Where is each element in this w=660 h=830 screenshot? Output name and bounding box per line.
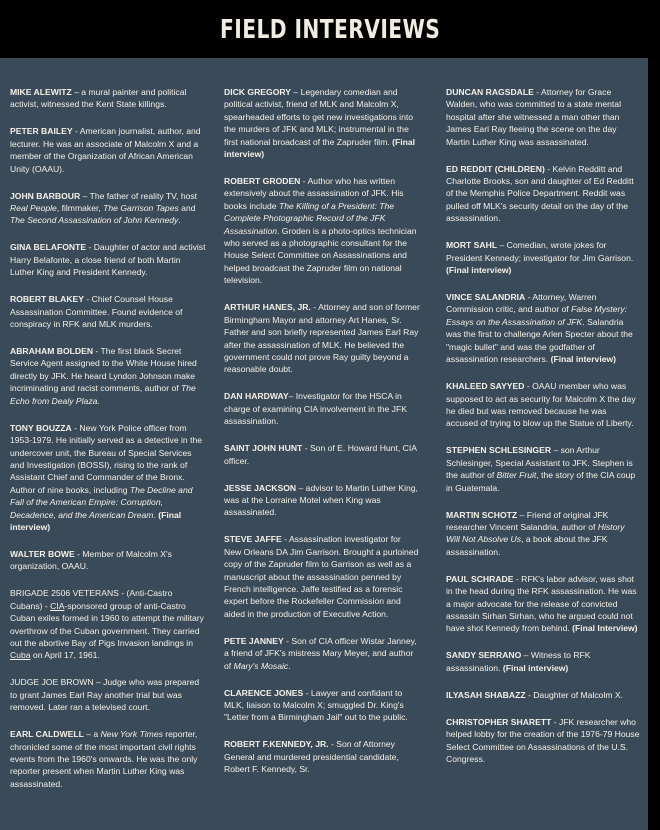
interview-entry: BRIGADE 2506 VETERANS - (Anti-Castro Cubans) - CIA-sponsored group of anti-Castro Cuban exiles formed in 1960 to attempt the military overthrow of the Cuban government. They carried out the abortive Bay of Pigs Invasion landings in Cuba on April 17, 1961. bbox=[10, 588, 204, 661]
interviewee-name: ROBERT GRODEN bbox=[224, 176, 301, 187]
interview-entry: MORT SAHL – Comedian, wrote jokes for President Kennedy; investigator for Jim Garrison. (Final interview) bbox=[446, 240, 634, 276]
interview-entry: GINA BELAFONTE - Daughter of actor and activist Harry Belafonte, a close friend of both Martin Luther King and President Kennedy. bbox=[10, 242, 206, 278]
interview-entry: ED REDDIT (CHILDREN) - Kelvin Redditt and Charlotte Brooks, son and daughter of Ed Redditt of the Memphis Police Department. Reddit was pulled off MLK's security detail on the day of the assassination. bbox=[446, 163, 634, 224]
interviewee-name: CHRISTOPHER SHARETT bbox=[446, 716, 552, 727]
interview-entry: TONY BOUZZA - New York Police officer from 1953-1979. He initially served as a detective in the undercover unit, the Bureau of Special Services and Investigation (BOSSI), rising to the rank of Assistant Chief and Commander of the Bronx. Author of nine books, including The Decline and Fall of the American Empire: Corruption, Decadence, and the American Dream. (Final interview) bbox=[10, 422, 203, 532]
interviewee-name: MIKE ALEWITZ bbox=[10, 87, 72, 97]
interviewee-name: MARTIN SCHOTZ bbox=[446, 509, 518, 520]
interview-entry: DAN HARDWAY– Investigator for the HSCA in charge of examining CIA involvement in the JFK assassination. bbox=[224, 391, 407, 427]
interviewee-name: ABRAHAM BOLDEN bbox=[10, 346, 94, 357]
interviewee-name: ROBERT F.KENNEDY, JR. bbox=[224, 739, 329, 750]
interviewee-name: WALTER BOWE bbox=[10, 548, 75, 559]
interviewee-name: VINCE SALANDRIA bbox=[446, 292, 526, 303]
interview-entry: MARTIN SCHOTZ – Friend of original JFK researcher Vincent Salandria, author of History Will Not Absolve Us, a book about the JFK assassination. bbox=[446, 509, 625, 557]
interviewee-name: DAN HARDWAY bbox=[224, 391, 289, 402]
final-interview-label: (Final interview) bbox=[502, 662, 569, 673]
interview-entry: EARL CALDWELL – a New York Times reporter, chronicled some of the most important civil rights events from the 1960's onwards. He was the only reporter present when Martin Luther King was assassinated. bbox=[10, 729, 198, 789]
interviewee-name: STEVE JAFFE bbox=[224, 534, 282, 545]
interview-entry: PAUL SCHRADE - RFK's labor advisor, was shot in the head during the RFK assassination. He was a major advocate for the release of convicted assassin Sirhan Sirhan, who he argued could not have shot Kennedy from behind. (Final Interview) bbox=[446, 573, 638, 634]
interview-entry: DUNCAN RAGSDALE - Attorney for Grace Walden, who was committed to a state mental hospital after she witnessed a man other than James Earl Ray fleeing the scene on the day Martin Luther King was assassinated. bbox=[446, 87, 621, 147]
interview-entry: ABRAHAM BOLDEN - The first black Secret Service Agent assigned to the White House hired directly by JFK. He heard Lyndon Johnson make incriminating and racist comments, author of The Echo from Dealy Plaza. bbox=[10, 346, 197, 406]
interview-entry: PETER BAILEY - American journalist, author, and lecturer. He was an associate of Malcolm X and a member of the Organization of African American Unity (OAAU). bbox=[10, 126, 201, 174]
interviewee-name: SANDY SERRANO bbox=[446, 650, 522, 661]
interview-entry: KHALEED SAYYED - OAAU member who was supposed to act as security for Malcolm X the day he died but was removed because he was accused of trying to blow up the Statue of Liberty. bbox=[446, 381, 636, 429]
cuba-link[interactable]: Cuba bbox=[10, 650, 31, 661]
interviewee-name: CLARENCE JONES bbox=[224, 687, 304, 698]
interviewee-name: PETER BAILEY bbox=[10, 126, 73, 137]
interviewee-name: ARTHUR HANES, JR. bbox=[224, 302, 311, 313]
interview-entry: DICK GREGORY – Legendary comedian and political activist, friend of MLK and Malcolm X, spearheaded efforts to get new investigations into the murders of JFK and MLK; instrumental in the first national broadcast of the Zapruder film. (Final interview) bbox=[224, 87, 416, 160]
interview-entry: ILYASAH SHABAZZ - Daughter of Malcolm X. bbox=[446, 689, 624, 700]
interviewee-name: SAINT JOHN HUNT bbox=[224, 443, 303, 454]
page-header bbox=[0, 0, 660, 58]
interview-entry: ROBERT GRODEN - Author who has written extensively about the assassination of JFK. His books include The Killing of a President: The Complete Photographic Record of the JFK Assassination. Groden is a photo-optics technician who served as a photographic consultant for the House Select Committee on Assassinations and helped broadcast the Zapruder film on national television. bbox=[224, 176, 417, 286]
interviewee-name: PAUL SCHRADE bbox=[446, 573, 514, 584]
interviewee-name: GINA BELAFONTE bbox=[10, 242, 87, 253]
interviewee-name: TONY BOUZZA bbox=[10, 422, 72, 433]
interview-entry: SANDY SERRANO – Witness to RFK assassination. (Final interview) bbox=[446, 650, 591, 673]
cia-link[interactable]: CIA bbox=[50, 600, 65, 611]
interviewee-name: JOHN BARBOUR bbox=[10, 190, 81, 201]
interviewee-name: JESSE JACKSON bbox=[224, 482, 297, 493]
final-interview-label: (Final interview) bbox=[550, 354, 617, 365]
interview-entry: ROBERT F.KENNEDY, JR. - Son of Attorney General and murdered presidential candidate, Robert F. Kennedy, Sr. bbox=[224, 739, 399, 775]
interview-entry: PETE JANNEY - Son of CIA officer Wistar Janney, a friend of JFK's mistress Mary Meyer, and author of Mary's Mosaic. bbox=[224, 635, 417, 671]
interviewee-name: PETE JANNEY bbox=[224, 635, 284, 646]
interview-entry: ROBERT BLAKEY - Chief Counsel House Assassination Committee. Found evidence of conspiracy in RFK and MLK murders. bbox=[10, 294, 183, 330]
interviewee-name: MORT SAHL bbox=[446, 240, 498, 251]
interview-entry: SAINT JOHN HUNT - Son of E. Howard Hunt, CIA officer. bbox=[224, 443, 417, 466]
interviewee-name: DUNCAN RAGSDALE bbox=[446, 87, 534, 97]
interviews-column-1 bbox=[10, 86, 206, 805]
interview-entry: STEVE JAFFE - Assassination investigator for New Orleans DA Jim Garrison. Brought a purloined copy of the Zapruder film to Garrison as well as a manuscript about the assassination penned by French intelligence. Jaffe testified as a forensic expert before the Rockefeller Commission and aided in the production of Executive Action. bbox=[224, 534, 419, 619]
interview-entry: JOHN BARBOUR – The father of reality TV, host Real People, filmmaker, The Garrison Tapes and The Second Assassination of John Kennedy. bbox=[10, 190, 198, 226]
final-interview-label: (Final interview) bbox=[224, 136, 416, 160]
interview-entry: CLARENCE JONES - Lawyer and confidant to MLK, liaison to Malcolm X; smuggled Dr. King's "Letter from a Birmingham Jail" out to the public. bbox=[224, 687, 408, 723]
interview-entry: VINCE SALANDRIA - Attorney, Warren Commission critic, and author of False Mystery: Essays on the Assassination of JFK. Salandria was the first to challenge Arlen Specter about the "magic bullet" and was the godfather of assassination researchers. (Final interview) bbox=[446, 292, 633, 365]
interviewee-name: ED REDDIT (CHILDREN) bbox=[446, 163, 545, 174]
page-title: FIELD INTERVIEWS bbox=[219, 15, 441, 45]
interviewee-name: DICK GREGORY bbox=[224, 87, 292, 97]
interview-entry: CHRISTOPHER SHARETT - JFK researcher who helped lobby for the creation of the 1976-79 House Select Committee on Assassinations of the U.S. Congress. bbox=[446, 716, 640, 764]
interviewee-name: STEPHEN SCHLESINGER bbox=[446, 445, 552, 456]
interview-entry: JESSE JACKSON – advisor to Martin Luther King, was at the Lorraine Motel when King was assassinated. bbox=[224, 482, 418, 518]
final-interview-label: (Final interview) bbox=[446, 265, 512, 276]
interviews-panel bbox=[0, 58, 648, 830]
interview-entry: JUDGE JOE BROWN – Judge who was prepared to grant James Earl Ray another trial but was removed. Later ran a televised court. bbox=[10, 677, 200, 713]
interviewee-name: ILYASAH SHABAZZ bbox=[446, 689, 526, 700]
interview-entry: WALTER BOWE - Member of Malcolm X's organization, OAAU. bbox=[10, 548, 172, 572]
interview-entry: MIKE ALEWITZ – a mural painter and political activist, witnessed the Kent State killings. bbox=[10, 87, 187, 110]
interview-entry: STEPHEN SCHLESINGER – son Arthur Schlesinger, Special Assistant to JFK. Stephen is the author of Bitter Fruit, the story of the CIA coup in Guatemala. bbox=[446, 445, 636, 493]
final-interview-label: (Final interview) bbox=[10, 509, 182, 532]
interviews-column-2 bbox=[224, 86, 420, 790]
interviewee-name: KHALEED SAYYED bbox=[446, 381, 525, 392]
interviewee-name: EARL CALDWELL bbox=[10, 729, 84, 740]
interviewee-name: ROBERT BLAKEY bbox=[10, 294, 85, 305]
interviews-column-3 bbox=[446, 86, 640, 780]
interview-entry: ARTHUR HANES, JR. - Attorney and son of former Birmingham Mayor and attorney Art Hanes, Sr. Father and son briefly represented James Earl Ray after the assassination of MLK. He believed the government could not prove Ray guilty beyond a reasonable doubt. bbox=[224, 302, 420, 375]
final-interview-label: (Final Interview) bbox=[572, 623, 638, 634]
